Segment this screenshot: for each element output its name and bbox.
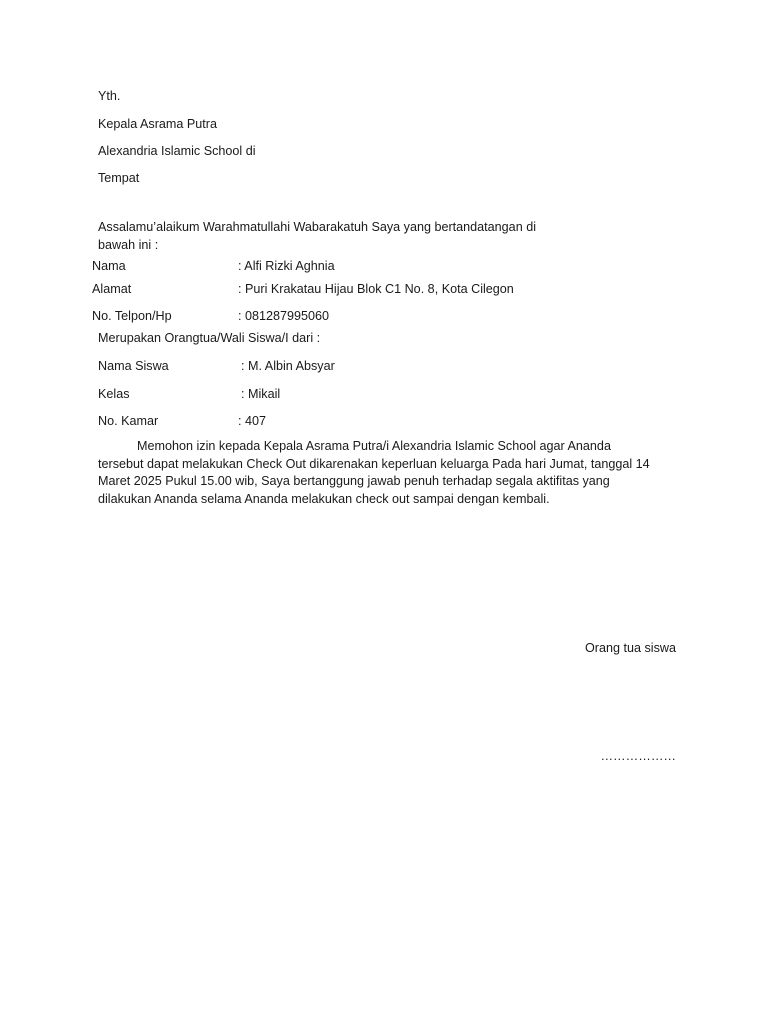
- salutation: Yth.: [98, 89, 121, 103]
- student-class-label: Kelas: [98, 387, 130, 401]
- parent-phone-label: No. Telpon/Hp: [92, 309, 172, 323]
- parent-phone-value: : 081287995060: [238, 309, 330, 323]
- parent-name-value: : Alfi Rizki Aghnia: [238, 259, 335, 273]
- recipient-place: Tempat: [98, 171, 140, 185]
- parent-name-label: Nama: [92, 259, 126, 273]
- signature-title: Orang tua siswa: [585, 641, 676, 655]
- signature-placeholder: ………………: [600, 749, 676, 763]
- recipient-school: Alexandria Islamic School di: [98, 144, 256, 158]
- greeting-paragraph: Assalamu’alaikum Warahmatullahi Wabarakatuh Saya yang bertandatangan di bawah ini :: [98, 220, 536, 252]
- parent-address-value: : Puri Krakatau Hijau Blok C1 No. 8, Kota Cilegon: [238, 282, 514, 296]
- student-class-value: : Mikail: [241, 387, 281, 401]
- parent-address-label: Alamat: [92, 282, 132, 296]
- student-name-label: Nama Siswa: [98, 359, 169, 373]
- request-paragraph: Memohon izin kepada Kepala Asrama Putra/i Alexandria Islamic School agar Ananda tersebut dapat melakukan Check Out dikarenakan keperluan keluarga Pada hari Jumat, tanggal 14 Maret 2025 Pukul 15.00 wib, Saya bertanggung jawab penuh terhadap segala aktifitas yang dilakukan Ananda selama Ananda melakukan check out sampai dengan kembali.: [98, 439, 650, 506]
- student-name-value: : M. Albin Absyar: [241, 359, 335, 373]
- student-room-label: No. Kamar: [98, 414, 159, 428]
- recipient-title: Kepala Asrama Putra: [98, 117, 218, 131]
- relation-line: Merupakan Orangtua/Wali Siswa/I dari :: [98, 331, 321, 345]
- student-room-value: : 407: [238, 414, 267, 428]
